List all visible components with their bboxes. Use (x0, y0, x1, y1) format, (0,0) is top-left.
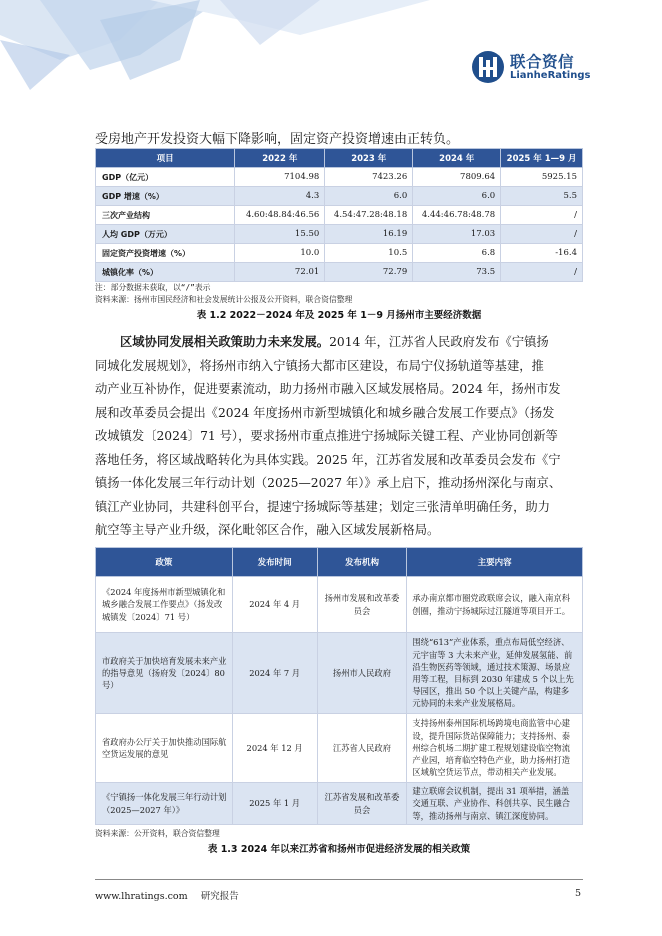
lianhe-logo-icon (471, 50, 505, 84)
table-row (96, 187, 583, 206)
paragraph-lead: 区域协同发展相关政策助力未来发展。 (120, 334, 330, 349)
row-label: 固定资产投资增速（%） (96, 244, 235, 263)
policy-date: 2024 年 7 月 (232, 633, 317, 714)
table-caption: 表 1.2 2022－2024 年及 2025 年 1－9 月扬州市主要经济数据 (196, 310, 482, 321)
policy-name: 《宁镇扬一体化发展三年行动计划（2025—2027 年）》 (96, 783, 233, 825)
table-cell: / (501, 225, 583, 244)
page-number: 5 (575, 888, 582, 899)
table-cell: 6.0 (413, 187, 501, 206)
table-cell: 72.79 (325, 263, 413, 282)
table-cell: 7423.26 (325, 168, 413, 187)
row-label: 三次产业结构 (96, 206, 235, 225)
policy-org: 扬州市发展和改革委员会 (317, 577, 407, 633)
table-row (96, 244, 583, 263)
table-row (96, 714, 583, 783)
footer-url[interactable]: www.lhratings.com (95, 891, 188, 902)
table-row (96, 263, 583, 282)
column-header: 2023 年 (325, 149, 413, 168)
logo-name-cn: 联合资信 (510, 53, 575, 71)
paragraph-line: 动产业互补协作，促进要素流动，助力扬州市融入区域发展格局。2024 年，扬州市发 (95, 382, 561, 396)
table-row (96, 577, 583, 633)
table-cell: 6.0 (325, 187, 413, 206)
policy-date: 2024 年 4 月 (232, 577, 317, 633)
table-note: 注：部分数据未获取，以“/”表示 (95, 283, 211, 292)
table-row (96, 633, 583, 714)
footer-site (95, 888, 239, 902)
logo-name-en: LianheRatings (510, 70, 591, 81)
column-header: 发布机构 (317, 548, 407, 577)
column-header: 发布时间 (232, 548, 317, 577)
table-cell: 15.50 (235, 225, 325, 244)
policy-content: 围绕“613”产业体系，重点布局低空经济、元宇宙等 3 大未来产业，延伸发展氢能、前沿生物医药等领域，通过技术策源、场景应用等工程，目标到 2030 年建成 5 个以上先导园区，推出 50 个以上关键产品，构建多元协同的未来产业发展格局。 (407, 633, 583, 714)
column-header: 2025 年 1—9 月 (501, 149, 583, 168)
paragraph-line: 改城镇发〔2024〕71 号），要求扬州市重点推进宁扬城际关键工程、产业协同创新等 (95, 429, 558, 443)
table-row (96, 783, 583, 825)
paragraph-line: 镇江产业协同，共建科创平台，提速宁扬城际等基建；划定三张清单明确任务，助力 (95, 499, 550, 514)
table-cell: 17.03 (413, 225, 501, 244)
paragraph-line: 航空等主导产业升级，深化毗邻区合作，融入区域发展新格局。 (95, 523, 440, 537)
policy-content: 建立联席会议机制，提出 31 项举措，涵盖交通互联、产业协作、科创共享、民生融合等，推动扬州与南京、镇江深度协同。 (407, 783, 583, 825)
policy-table (95, 547, 583, 825)
table-cell: 7809.64 (413, 168, 501, 187)
table-cell: 4.3 (235, 187, 325, 206)
policy-content: 支持扬州泰州国际机场跨境电商监管中心建设，提升国际货站保障能力；支持扬州、泰州综合机场二期扩建工程规划建设临空物流产业园，培育临空特色产业，助力扬州打造区域航空货运节点，带动相关产业发展。 (407, 714, 583, 783)
column-header: 政策 (96, 548, 233, 577)
table-cell: 7104.98 (235, 168, 325, 187)
table-cell: -16.4 (501, 244, 583, 263)
policy-name: 省政府办公厅关于加快推动国际航空货运发展的意见 (96, 714, 233, 783)
policy-name: 市政府关于加快培育发展未来产业的指导意见（扬府发〔2024〕80 号） (96, 633, 233, 714)
table-caption: 表 1.3 2024 年以来江苏省和扬州市促进经济发展的相关政策 (207, 844, 471, 855)
table-source: 资料来源：公开资料，联合资信整理 (95, 829, 220, 838)
table-cell: 16.19 (325, 225, 413, 244)
table-cell: 10.5 (325, 244, 413, 263)
column-header: 2022 年 (235, 149, 325, 168)
policy-name: 《2024 年度扬州市新型城镇化和城乡融合发展工作要点》（扬发改城镇发〔2024〕71 号） (96, 577, 233, 633)
table-cell: 73.5 (413, 263, 501, 282)
table-cell: 4.44:46.78:48.78 (413, 206, 501, 225)
economic-data-table (95, 148, 583, 282)
paragraph-line: 同城化发展规划》，将扬州市纳入宁镇扬大都市区建设，布局宁仪扬轨道等基建，推 (95, 358, 544, 373)
policy-org: 扬州市人民政府 (317, 633, 407, 714)
table-cell: / (501, 206, 583, 225)
paragraph-line: 镇扬一体化发展三年行动计划（2025—2027 年）》承上启下，推动扬州深化与南京、 (95, 476, 562, 490)
policy-content: 承办南京都市圈党政联席会议，融入南京科创圈，推动宁扬城际过江隧道等项目开工。 (407, 577, 583, 633)
table-row (96, 225, 583, 244)
paragraph-line: 落地任务，将区域战略转化为具体实践。2025 年，江苏省发展和改革委员会发布《宁 (95, 452, 561, 467)
row-label: GDP（亿元） (96, 168, 235, 187)
intro-text: 受房地产开发投资大幅下降影响，固定资产投资增速由正转负。 (95, 132, 460, 147)
footer-divider (95, 879, 583, 880)
table-header-row (96, 149, 583, 168)
policy-date: 2024 年 12 月 (232, 714, 317, 783)
corner-decoration (0, 0, 430, 95)
table-cell: 10.0 (235, 244, 325, 263)
column-header: 2024 年 (413, 149, 501, 168)
table-row (96, 206, 583, 225)
table-cell: 5925.15 (501, 168, 583, 187)
row-label: 人均 GDP（万元） (96, 225, 235, 244)
column-header: 项目 (96, 149, 235, 168)
body-paragraph (95, 330, 583, 543)
paragraph-line: 2014 年，江苏省人民政府发布《宁镇扬 (329, 335, 549, 349)
footer-label: 研究报告 (200, 891, 239, 902)
table-row (96, 168, 583, 187)
table-cell: 4.54:47.28:48.18 (325, 206, 413, 225)
table-source: 资料来源：扬州市国民经济和社会发展统计公报及公开资料，联合资信整理 (95, 295, 353, 304)
policy-date: 2025 年 1 月 (232, 783, 317, 825)
table-header-row (96, 548, 583, 577)
table-cell: / (501, 263, 583, 282)
column-header: 主要内容 (407, 548, 583, 577)
policy-org: 江苏省发展和改革委员会 (317, 783, 407, 825)
table-cell: 6.8 (413, 244, 501, 263)
table-cell: 72.01 (235, 263, 325, 282)
paragraph-line: 展和改革委员会提出《2024 年度扬州市新型城镇化和城乡融合发展工作要点》（扬发 (95, 405, 555, 420)
table-cell: 5.5 (501, 187, 583, 206)
company-logo (471, 50, 601, 90)
table-cell: 4.60:48.84:46.56 (235, 206, 325, 225)
row-label: GDP 增速（%） (96, 187, 235, 206)
policy-org: 江苏省人民政府 (317, 714, 407, 783)
row-label: 城镇化率（%） (96, 263, 235, 282)
